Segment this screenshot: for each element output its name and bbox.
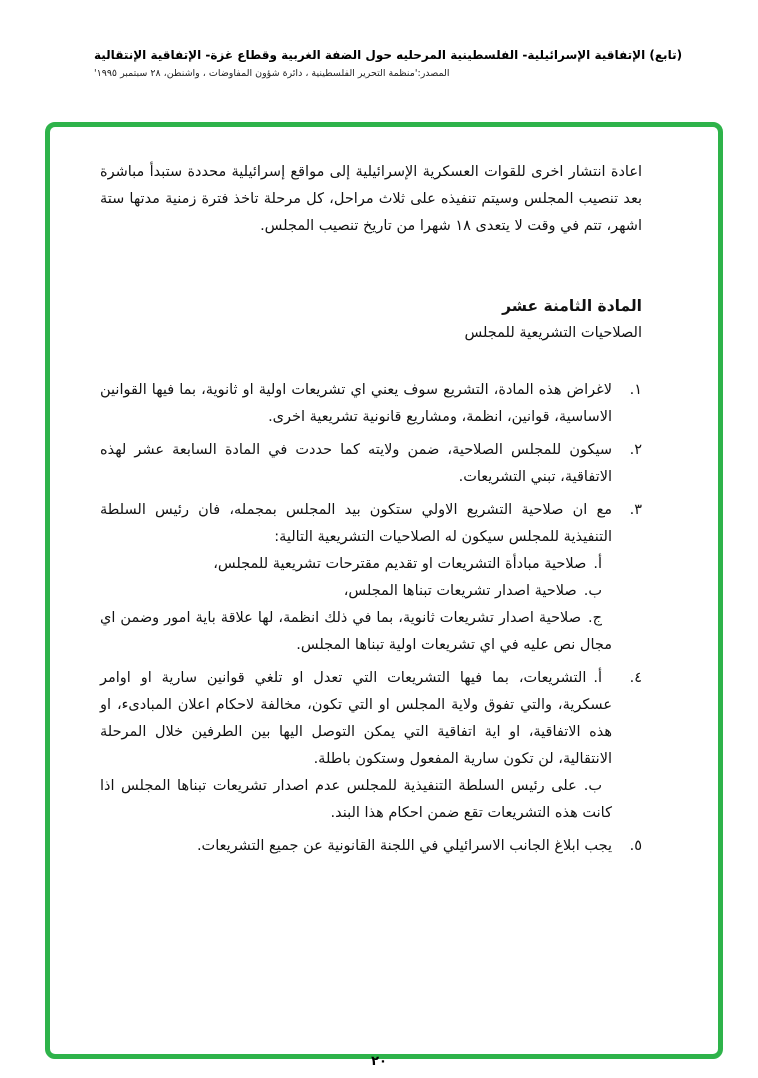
list-item-3-sub-c-marker: ج. [588,610,602,626]
list-item-2 [100,437,642,491]
document-source-line: المصدر:'منظمة التحرير الفلسطينية ، دائرة شؤون المفاوضات ، واشنطن، ٢٨ سبتمبر ١٩٩٥' [94,68,450,79]
article-heading: المادة الثامنة عشر [502,297,642,315]
list-item-5-body [100,833,612,860]
list-item-5 [100,833,642,860]
list-item-3-sub-a [100,551,612,578]
list-item-3-sub-c-text: صلاحية اصدار تشريعات ثانوية، بما في ذلك انظمة، لها علاقة باية امور وضمن اي مجال نص عليه في اي تشريعات اولية تبناها المجلس. [100,610,612,653]
list-item-1-marker: ١. [629,382,642,398]
document-content [100,159,642,866]
list-item-3-marker: ٣. [629,502,642,518]
list-item-3-sub-c [100,605,612,659]
list-item-4-sub-b [100,773,612,827]
list-item-2-text: سيكون للمجلس الصلاحية، ضمن ولايته كما حددت في المادة السابعة عشر لهذه الاتفاقية، تبني التشريعات. [100,442,612,485]
list-item-4 [100,665,642,827]
list-item-5-marker: ٥. [629,838,642,854]
list-item-1-text: لاغراض هذه المادة، التشريع سوف يعني اي تشريعات اولية او ثانوية، بما فيها القوانين الاساسية، قوانين، انظمة، ومشاريع قانونية تشريعية اخرى. [100,382,612,425]
document-header [94,46,694,79]
intro-paragraph: اعادة انتشار اخرى للقوات العسكرية الإسرائيلية إلى مواقع إسرائيلية محددة ستبدأ مباشرة بعد تنصيب المجلس وسيتم تنفيذه على ثلاث مراحل، كل مرحلة تاخذ فترة زمنية مدتها ستة اشهر، تتم في وقت لا يتعدى ١٨ شهرا من تاريخ تنصيب المجلس. [100,164,642,234]
list-item-3-sub-a-marker: أ. [593,556,602,572]
article-clause-list [100,377,642,860]
list-item-4-sub-a-text: التشريعات، بما فيها التشريعات التي تعدل او تلغي قوانين سارية او اوامر عسكرية، والتي تفوق ولاية المجلس او التي تكون، مخالفة لاحكام اعلان المبادىء، او هذه الاتفاقية، او اية اتفاقية التي يمكن التوصل اليها بين الطرفين خلال المرحلة الانتقالية، لن تكون سارية المفعول وستكون باطلة. [100,670,612,767]
list-item-4-marker: ٤. [629,670,642,686]
list-item-4-body [100,665,612,827]
list-item-3-text: مع ان صلاحية التشريع الاولي ستكون بيد المجلس بمجمله، فان رئيس السلطة التنفيذية للمجلس سيكون له الصلاحيات التشريعية التالية: [100,502,612,545]
list-item-4-sub-b-marker: ب. [583,778,602,794]
content-frame [45,122,723,1059]
article-subheading: الصلاحيات التشريعية للمجلس [464,325,642,341]
list-item-2-marker: ٢. [629,442,642,458]
list-item-4-sub-a-marker: أ. [593,670,602,686]
list-item-4-sub-a [100,665,612,773]
list-item-1-body [100,377,612,431]
list-item-1 [100,377,642,431]
page-number: ٢٠ [371,1054,387,1069]
list-item-3-sub-b-marker: ب. [583,583,602,599]
list-item-2-body [100,437,612,491]
list-item-3-body [100,497,612,659]
list-item-3-sub-b-text: صلاحية اصدار تشريعات تبناها المجلس، [343,583,577,599]
document-title: (تابع) الإتفاقية الإسرائيلية- الفلسطينية المرحليه حول الضفة الغربية وقطاع غزة- الإتفاقية الإنتقالية [94,48,683,62]
list-item-5-text: يجب ابلاغ الجانب الاسرائيلي في اللجنة القانونية عن جميع التشريعات. [196,838,612,854]
list-item-3-sub-b [100,578,612,605]
list-item-3-sub-a-text: صلاحية مبادأة التشريعات او تقديم مقترحات تشريعية للمجلس، [213,556,587,572]
list-item-4-sub-b-text: على رئيس السلطة التنفيذية للمجلس عدم اصدار تشريعات تبناها المجلس اذا كانت هذه التشريعات تقع ضمن احكام هذا البند. [100,778,612,821]
list-item-3 [100,497,642,659]
